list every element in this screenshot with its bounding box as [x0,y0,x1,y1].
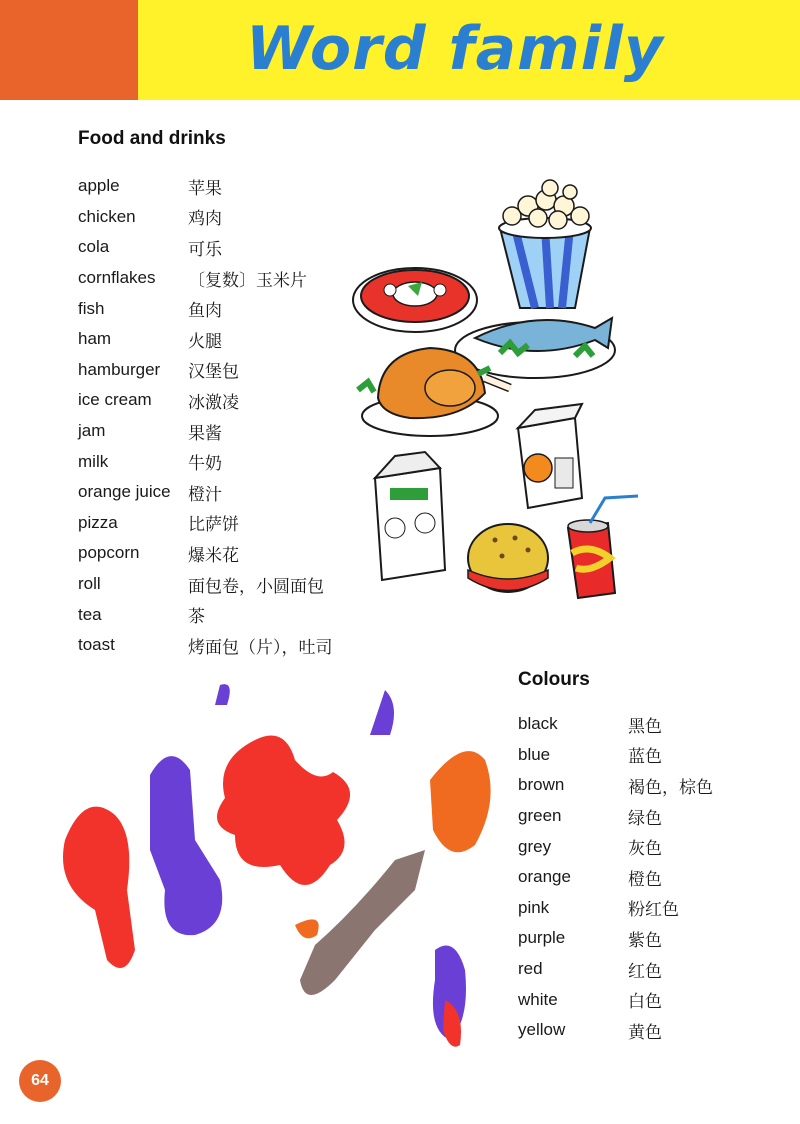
chinese-translation: 紫色 [628,930,662,951]
english-word: chicken [78,206,136,226]
english-word: ice cream [78,390,152,410]
chinese-translation: 褐色，棕色 [628,777,713,798]
vocab-row [78,263,333,294]
english-word: purple [518,928,566,948]
vocab-row [78,293,333,324]
pizza-icon [353,268,477,332]
food-vocab-list [78,171,333,661]
chinese-translation: 面包卷，小圆面包 [188,576,324,597]
vocab-row [518,770,713,801]
chinese-translation: 绿色 [628,808,662,829]
vocab-row [518,831,713,862]
chinese-translation: 蓝色 [628,747,662,768]
vocab-row [78,324,333,355]
food-illustration [350,178,650,608]
vocab-row [518,862,713,893]
chinese-translation: 橙色 [628,869,662,890]
food-section-title: Food and drinks [78,128,226,149]
english-word: apple [78,176,120,196]
english-word: roll [78,574,101,594]
chinese-translation: 白色 [628,992,662,1013]
fish-plate-icon [455,318,615,378]
vocab-row [78,385,333,416]
vocab-row [518,801,713,832]
english-word: brown [518,775,565,795]
header-color-block [0,0,138,100]
vocab-row [78,446,333,477]
chinese-translation: 橙汁 [188,484,222,505]
chinese-translation: 苹果 [188,178,222,199]
english-word: red [518,959,543,979]
page-title: Word family [246,14,664,84]
vocab-row [518,1015,713,1046]
english-word: green [518,806,562,826]
vocab-row [78,599,333,630]
chinese-translation: 比萨饼 [188,515,239,536]
english-word: hamburger [78,359,161,379]
colours-section-title: Colours [518,669,590,690]
chinese-translation: 黄色 [628,1022,662,1043]
chinese-translation: 茶 [188,607,205,628]
chinese-translation: 鱼肉 [188,301,222,322]
cola-can-icon [568,496,638,598]
english-word: tea [78,604,102,624]
english-word: orange [518,867,571,887]
chinese-translation: 火腿 [188,331,222,352]
paint-splash-illustration [55,680,505,1060]
burger-icon [468,524,548,592]
vocab-row [518,740,713,771]
chinese-translation: 冰激凌 [188,392,239,413]
colours-vocab-list [518,709,713,1046]
vocab-row [78,355,333,386]
chinese-translation: 红色 [628,961,662,982]
english-word: cola [78,237,110,257]
popcorn-icon [499,180,591,308]
chinese-translation: 牛奶 [188,454,222,475]
vocab-row [78,569,333,600]
vocab-row [78,171,333,202]
vocab-row [78,477,333,508]
vocab-row [78,630,333,661]
chinese-translation: 粉红色 [628,900,679,921]
english-word: ham [78,329,112,349]
english-word: jam [78,421,106,441]
juice-box-icon [518,404,582,508]
vocab-row [518,954,713,985]
chinese-translation: 灰色 [628,839,662,860]
english-word: grey [518,836,552,856]
chinese-translation: 烤面包（片），吐司 [188,637,333,658]
vocab-row [518,923,713,954]
vocab-row [518,893,713,924]
vocab-row [78,538,333,569]
english-word: cornflakes [78,268,156,288]
chinese-translation: 黑色 [628,716,662,737]
english-word: pink [518,897,550,917]
english-word: pizza [78,512,118,532]
vocab-row [78,202,333,233]
english-word: toast [78,635,115,655]
chinese-translation: 鸡肉 [188,209,222,230]
chinese-translation: 可乐 [188,239,222,260]
chinese-translation: 汉堡包 [188,362,239,383]
english-word: orange juice [78,482,171,502]
vocab-row [78,508,333,539]
english-word: milk [78,451,109,471]
page-number-badge: 64 [19,1060,61,1102]
english-word: yellow [518,1020,566,1040]
chinese-translation: 〔复数〕玉米片 [188,270,307,291]
english-word: popcorn [78,543,140,563]
english-word: blue [518,744,551,764]
milk-carton-icon [375,452,445,580]
chinese-translation: 果酱 [188,423,222,444]
vocab-row [518,984,713,1015]
vocab-row [78,416,333,447]
chinese-translation: 爆米花 [188,545,239,566]
english-word: fish [78,298,105,318]
vocab-row [518,709,713,740]
english-word: white [518,989,558,1009]
english-word: black [518,714,558,734]
vocab-row [78,232,333,263]
